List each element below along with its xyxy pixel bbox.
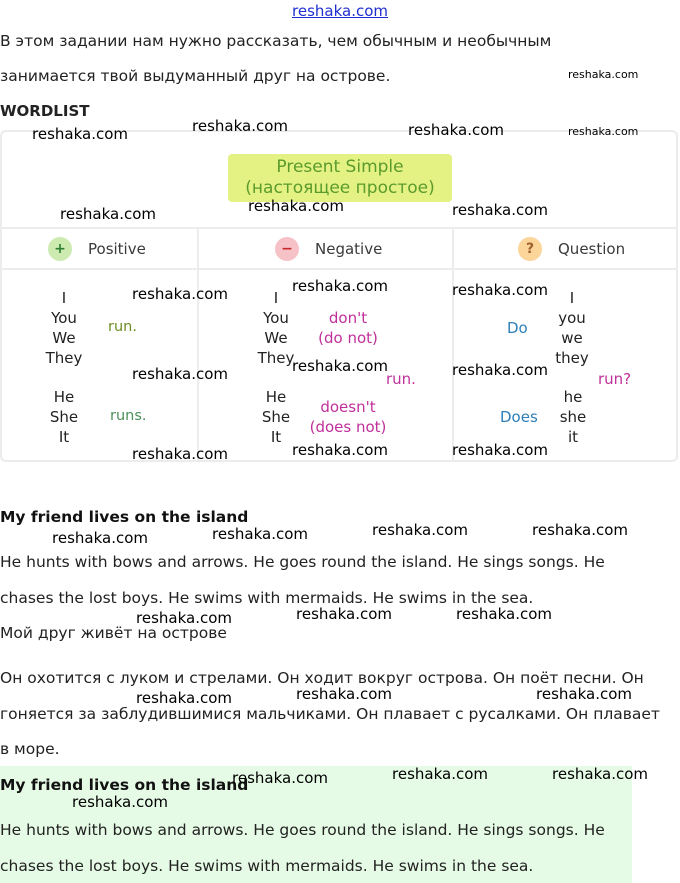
watermark: reshaka.com	[536, 685, 632, 703]
table-title-line-1: Present Simple	[276, 157, 404, 177]
table-divider	[2, 268, 676, 270]
watermark: reshaka.com	[212, 525, 308, 543]
intro-line-1: В этом задании нам нужно рассказать, чем обычным и необычным	[0, 32, 552, 50]
pronoun: it	[567, 428, 579, 446]
intro-line-2: занимается твой выдуманный друг на острове.	[0, 67, 391, 85]
pronoun: we	[561, 329, 583, 347]
watermark: reshaka.com	[296, 685, 392, 703]
aux-verb: Do	[507, 319, 528, 337]
watermark: reshaka.com	[32, 125, 128, 143]
watermark: reshaka.com	[232, 769, 328, 787]
aux-verb: (does not)	[309, 418, 387, 436]
watermark: reshaka.com	[532, 521, 628, 539]
verb-form: runs.	[110, 408, 147, 424]
question-icon: ?	[518, 237, 542, 261]
watermark: reshaka.com	[52, 529, 148, 547]
verb-form: run?	[598, 370, 632, 388]
section-heading: My friend lives on the island	[0, 508, 249, 526]
watermark: reshaka.com	[456, 605, 552, 623]
pronoun: You	[51, 309, 77, 327]
site-link[interactable]: reshaka.com	[292, 2, 388, 20]
pronoun: We	[52, 329, 76, 347]
table-divider	[452, 228, 454, 460]
watermark: reshaka.com	[408, 121, 504, 139]
translation-line: Он охотится с луком и стрелами. Он ходит вокруг острова. Он поёт песни. Он	[0, 669, 644, 687]
section-heading: My friend lives on the island	[0, 776, 249, 794]
watermark: reshaka.com	[568, 125, 639, 138]
aux-verb: doesn't	[320, 398, 376, 416]
pronoun: She	[261, 408, 291, 426]
watermark: reshaka.com	[552, 765, 648, 783]
minus-icon: −	[275, 237, 299, 261]
aux-verb: (do not)	[318, 329, 378, 347]
watermark: reshaka.com	[452, 361, 548, 379]
pronoun: He	[53, 388, 75, 406]
watermark: reshaka.com	[392, 765, 488, 783]
pronoun: They	[257, 349, 295, 367]
pronoun: You	[263, 309, 289, 327]
pronoun: you	[558, 309, 586, 327]
watermark: reshaka.com	[292, 357, 388, 375]
plus-icon: +	[48, 237, 72, 261]
watermark: reshaka.com	[132, 445, 228, 463]
aux-verb: don't	[328, 309, 368, 327]
column-header-negative: Negative	[315, 240, 383, 258]
watermark: reshaka.com	[292, 441, 388, 459]
paragraph-line: chases the lost boys. He swims with mermaids. He swims in the sea.	[0, 857, 534, 875]
watermark: reshaka.com	[60, 205, 156, 223]
watermark: reshaka.com	[372, 521, 468, 539]
table-title-line-2: (настоящее простое)	[245, 178, 435, 198]
table-title	[228, 154, 452, 202]
watermark: reshaka.com	[452, 201, 548, 219]
aux-verb: Does	[500, 408, 538, 426]
pronoun: They	[45, 349, 83, 367]
translation-line: гоняется за заблудившимися мальчиками. Он плавает с русалками. Он плавает	[0, 705, 660, 723]
pronoun: he	[563, 388, 583, 406]
pronoun: she	[559, 408, 587, 426]
column-header-positive: Positive	[88, 240, 146, 258]
watermark: reshaka.com	[72, 793, 168, 811]
watermark: reshaka.com	[136, 609, 232, 627]
pronoun: I	[61, 289, 67, 307]
paragraph-line: He hunts with bows and arrows. He goes round the island. He sings songs. He	[0, 553, 605, 571]
verb-form: run.	[108, 319, 137, 335]
pronoun: We	[264, 329, 288, 347]
verb-form: run.	[386, 370, 416, 388]
watermark: reshaka.com	[132, 285, 228, 303]
paragraph-line: He hunts with bows and arrows. He goes round the island. He sings songs. He	[0, 821, 605, 839]
pronoun: It	[270, 428, 282, 446]
watermark: reshaka.com	[568, 68, 639, 81]
pronoun: She	[49, 408, 79, 426]
watermark: reshaka.com	[452, 441, 548, 459]
table-divider	[197, 228, 199, 460]
column-header-question: Question	[558, 240, 626, 258]
watermark: reshaka.com	[192, 117, 288, 135]
pronoun: they	[555, 349, 589, 367]
watermark: reshaka.com	[136, 689, 232, 707]
pronoun: It	[58, 428, 70, 446]
translation-line: в море.	[0, 740, 60, 758]
paragraph-line: chases the lost boys. He swims with mermaids. He swims in the sea.	[0, 589, 534, 607]
watermark: reshaka.com	[248, 197, 344, 215]
pronoun: I	[273, 289, 279, 307]
pronoun: He	[265, 388, 287, 406]
pronoun: I	[569, 289, 575, 307]
watermark: reshaka.com	[292, 277, 388, 295]
watermark: reshaka.com	[296, 605, 392, 623]
translation-heading: Мой друг живёт на острове	[0, 624, 227, 642]
table-divider	[2, 227, 676, 229]
wordlist-heading: WORDLIST	[0, 102, 90, 120]
watermark: reshaka.com	[452, 281, 548, 299]
watermark: reshaka.com	[132, 365, 228, 383]
